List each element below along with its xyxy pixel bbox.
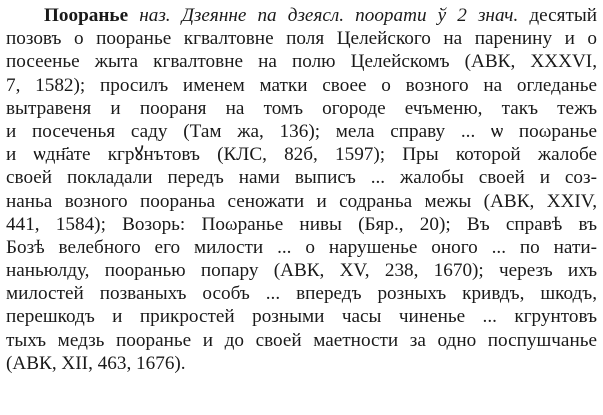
entry-line-1: [6, 4, 597, 27]
entry-text-line: своей покладали передъ нами выписъ ... жалобы своей и соз-: [6, 167, 597, 189]
entry-text-line: наньа возного поораньа сеножати и содраньа межы (АВК, XXIV,: [6, 190, 597, 212]
entry-text-line: перешкодъ и прикростей розными часы чиненье ... кгрунтовъ: [6, 306, 597, 328]
entry-text-line: и ѡдн҃ате кгрꙋнътовъ (КЛС, 82б, 1597); Пры которой жалобе: [6, 144, 597, 166]
entry-grammar-note: наз. Дзеянне па дзеясл. поорати ў 2 знач.: [139, 5, 519, 26]
entry-text-line: 441, 1584); Возорь: Поωранье нивы (Бяр., 20); Въ справѣ въ: [6, 213, 597, 235]
entry-text-line: Бозѣ велебного его милости ... о нарушенье оного ... по нати-: [6, 236, 597, 258]
entry-text-line: вытравеня и поораня на томъ огороде ечъменю, такъ тежъ: [6, 97, 597, 119]
entry-text-line: и посеченья саду (Там жа, 136); мела справу ... ѡ поωранье: [6, 120, 597, 142]
entry-headword: Пооранье: [44, 5, 129, 26]
entry-text-line: позовъ о пооранье кгвалтовне поля Целейского на паренину и о: [6, 28, 597, 50]
entry-text-line: 7, 1582); просилъ именем матки своее о возного на огледанье: [6, 74, 597, 96]
entry-text-line: милостей позваныхъ особъ ... впередъ розныхъ кривдъ, шкодъ,: [6, 283, 597, 305]
entry-text-line: наньюлду, пооранью попару (АВК, XV, 238, 1670); черезъ ихъ: [6, 260, 597, 282]
entry-text-line: десятый: [518, 5, 597, 26]
entry-text-line: (АВК, XII, 463, 1676).: [6, 352, 186, 374]
entry-text-line: тыхъ медзь поораньe и до своей маетности за одно поспушчанье: [6, 329, 597, 351]
entry-text-line: посеенье жыта кгвалтовне на полю Целейскомъ (АВК, XXXVI,: [6, 51, 597, 73]
